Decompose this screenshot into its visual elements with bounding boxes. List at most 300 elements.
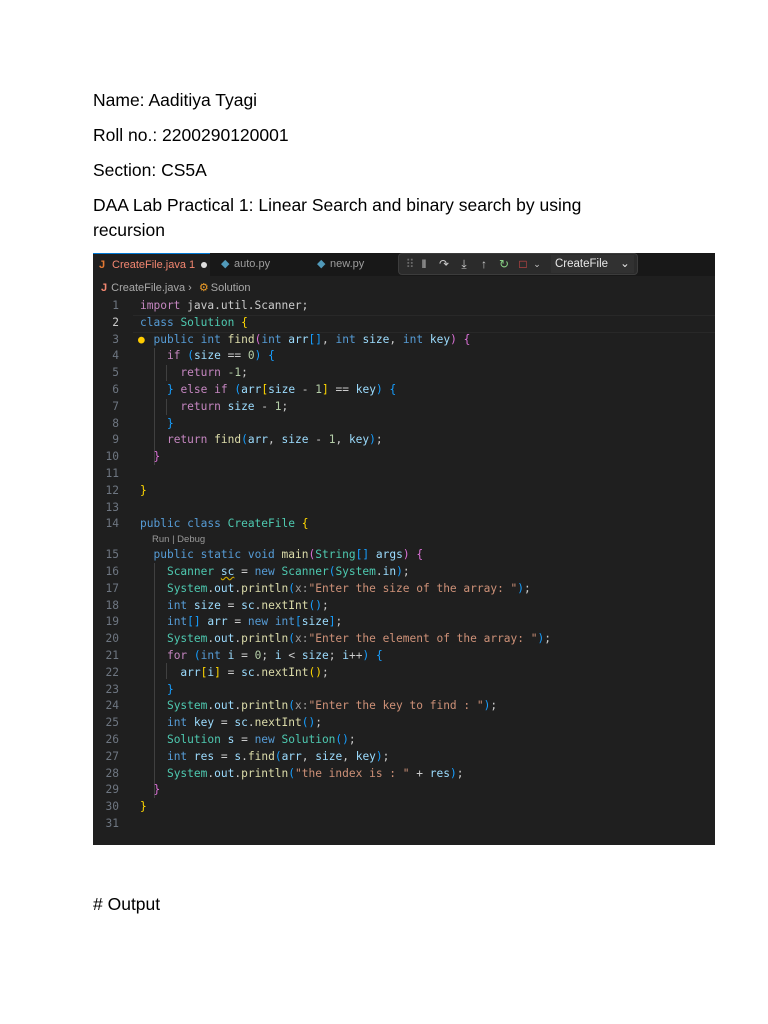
unsaved-dot-icon (201, 262, 207, 268)
token: ) (254, 349, 262, 363)
token: ( (254, 332, 262, 346)
line-number: 26 (105, 732, 119, 746)
token: sc (241, 598, 255, 612)
token: ( (274, 749, 282, 763)
token: "Enter the element of the array: " (308, 632, 538, 646)
python-file-icon: ◆ (317, 258, 326, 270)
stop-icon[interactable]: □ (519, 257, 527, 271)
code-editor-screenshot (93, 253, 715, 845)
token (221, 366, 228, 379)
token: { (301, 517, 309, 531)
line-number: 5 (112, 366, 119, 380)
token: sc (241, 665, 255, 679)
token: key (355, 382, 376, 396)
tab-label: new.py (330, 258, 365, 270)
token (187, 649, 194, 662)
line-number: 22 (105, 665, 119, 679)
token: -1 (227, 366, 242, 380)
line-number: 11 (105, 466, 119, 480)
token: ; (241, 366, 248, 380)
token: find (214, 433, 242, 447)
token (194, 333, 201, 346)
code-line (93, 749, 715, 766)
line-number: 25 (105, 716, 119, 730)
token: ) (483, 699, 491, 713)
token: ( (288, 766, 295, 780)
line-number: 21 (105, 648, 119, 662)
token (187, 716, 194, 729)
output-heading: # Output (93, 894, 161, 914)
class-symbol-icon: ⚙ (198, 282, 209, 294)
restart-icon[interactable]: ↻ (498, 257, 510, 271)
code-line (93, 500, 715, 517)
token: new (254, 564, 275, 578)
token (221, 400, 228, 413)
token: println (241, 581, 289, 595)
code-line (93, 665, 715, 682)
token: . (207, 699, 215, 713)
token: , (342, 749, 356, 763)
line-number: 3 (112, 332, 119, 346)
code-line (93, 416, 715, 433)
line-number: 12 (105, 483, 119, 497)
token: ; (322, 665, 329, 679)
token: i (207, 665, 215, 679)
code-line (93, 399, 715, 416)
token: find (227, 332, 255, 346)
chevron-down-icon[interactable]: ⌄ (533, 259, 541, 269)
token: . (234, 699, 242, 713)
token: } (153, 450, 161, 464)
token: i (342, 648, 349, 662)
token: return (166, 433, 208, 447)
line-number: 6 (112, 382, 119, 396)
line-number: 17 (105, 581, 119, 595)
token: ( (234, 382, 242, 396)
token: ; (321, 598, 329, 612)
token: public (140, 517, 181, 531)
token: i (227, 648, 235, 662)
token: ( (288, 632, 295, 646)
token: ; (524, 581, 531, 595)
token: ) (396, 564, 403, 578)
step-over-icon[interactable]: ↷ (438, 257, 450, 271)
token: sc (220, 564, 235, 578)
token: . (234, 766, 242, 780)
token: res (429, 766, 450, 780)
code-line (93, 348, 715, 365)
token: System (166, 632, 208, 646)
token: ( (193, 648, 201, 662)
token: sc (234, 716, 248, 730)
code-line (93, 715, 715, 732)
token: . (247, 716, 255, 730)
token: ++ (349, 648, 363, 662)
token: println (241, 766, 289, 780)
token: "Enter the key to find : " (308, 699, 484, 713)
token: ( (187, 349, 194, 363)
token: . (207, 632, 215, 646)
token: ; (335, 615, 343, 629)
token: - (308, 433, 329, 447)
token: class (187, 517, 221, 531)
token: { (463, 332, 471, 346)
token: arr (247, 433, 269, 447)
token: { (416, 548, 424, 562)
token: = (220, 598, 242, 612)
token: ; (261, 648, 275, 662)
token: ( (328, 564, 336, 578)
token: out (214, 632, 235, 646)
line-number: 2 (112, 315, 119, 329)
token: int (261, 332, 282, 346)
token: ( (241, 433, 248, 447)
token: 1 (328, 433, 336, 447)
breadcrumb (101, 281, 251, 294)
token: key (348, 433, 370, 447)
token: arr (241, 382, 262, 396)
code-area[interactable] (93, 298, 715, 833)
token: for (166, 648, 188, 662)
debug-config-label: CreateFile (555, 258, 609, 270)
token: Solution (166, 732, 221, 746)
token: size (301, 648, 329, 662)
token (194, 548, 201, 561)
code-line (93, 483, 715, 500)
code-line (93, 816, 715, 833)
code-line (93, 547, 715, 564)
debug-config-select[interactable] (551, 255, 634, 273)
token: key (355, 749, 376, 763)
line-number: 30 (105, 800, 119, 814)
run-debug-codelens[interactable]: Run | Debug (152, 534, 206, 546)
token: . (254, 665, 262, 679)
token: String (315, 548, 356, 562)
token: res (193, 749, 215, 763)
token: ) (342, 732, 349, 746)
token: , (268, 433, 282, 447)
token: 0 (247, 349, 255, 363)
token: Scanner (166, 564, 215, 578)
token: void (247, 548, 275, 562)
line-number: 18 (105, 598, 119, 612)
token: ) (369, 433, 376, 447)
token: ) (315, 665, 322, 679)
line-number: 13 (105, 500, 119, 514)
step-out-icon[interactable]: ↑ (481, 257, 487, 271)
line-number: 10 (105, 450, 119, 464)
token: nextInt (261, 598, 309, 612)
token: . (375, 564, 383, 578)
token: . (254, 598, 262, 612)
token: { (375, 648, 383, 662)
token: return (180, 399, 221, 413)
param-hint: x: (295, 632, 309, 646)
token: [ (200, 665, 208, 679)
tab-createfile-java[interactable] (93, 253, 210, 277)
codelens-row (93, 533, 715, 547)
token (295, 517, 302, 530)
token (369, 548, 376, 561)
param-hint: x: (295, 699, 309, 713)
token: ; (382, 749, 390, 763)
token: ( (288, 581, 295, 595)
token: java.util.Scanner; (180, 299, 309, 312)
token: ; (456, 766, 464, 780)
code-line (93, 516, 715, 533)
token: nextInt (261, 665, 309, 679)
token: [] (308, 332, 322, 346)
pause-icon[interactable]: ‖ (421, 257, 427, 271)
token: ) (315, 598, 322, 612)
token: , (301, 749, 316, 763)
token: ( (308, 548, 316, 562)
token: s (227, 732, 235, 746)
token: { (241, 315, 248, 329)
token: } (166, 682, 174, 696)
token: System (335, 564, 376, 578)
token: i (274, 648, 282, 662)
tab-auto-py[interactable] (215, 253, 270, 276)
token: ( (301, 716, 309, 730)
code-line (93, 782, 715, 799)
token: [] (355, 548, 370, 562)
token: == (328, 382, 356, 396)
step-into-icon[interactable]: ⤓ (461, 257, 467, 271)
token: [ (261, 382, 269, 396)
line-number: 14 (105, 517, 119, 531)
token (423, 333, 430, 346)
roll-number: Roll no.: 2200290120001 (93, 125, 289, 145)
param-hint: x: (295, 581, 309, 595)
token: = (234, 648, 255, 662)
token: + (409, 766, 430, 780)
token: size (315, 749, 343, 763)
token: "the index is : " (295, 766, 410, 780)
code-line (93, 449, 715, 466)
breadcrumb-symbol[interactable]: Solution (210, 282, 251, 294)
token: ; (402, 564, 410, 578)
token: ; (490, 699, 498, 713)
token: key (429, 332, 451, 346)
practical-title: DAA Lab Practical 1: Linear Search and binary search by using recursion (93, 195, 582, 240)
token: arr (207, 615, 228, 629)
token: . (234, 581, 242, 595)
token: < (281, 648, 302, 662)
tab-new-py[interactable] (311, 253, 364, 276)
token: main (281, 548, 309, 562)
code-line (93, 466, 715, 483)
tab-label: CreateFile.java 1 (112, 259, 196, 271)
token: == (220, 349, 248, 363)
token: "Enter the size of the array: " (308, 581, 518, 595)
token: int (200, 332, 221, 346)
token: int (200, 648, 221, 662)
token: int (274, 615, 296, 629)
token: . (207, 766, 215, 780)
token (221, 517, 228, 530)
line-number: 15 (105, 548, 119, 562)
code-line (93, 631, 715, 648)
code-line (93, 382, 715, 399)
token (221, 649, 228, 662)
token (275, 733, 282, 746)
token (221, 333, 228, 346)
token: in (382, 564, 397, 578)
line-number: 7 (112, 399, 119, 413)
token: static (200, 548, 242, 562)
code-line (93, 581, 715, 598)
token: size (193, 598, 221, 612)
token: out (214, 581, 235, 595)
line-number: 23 (105, 682, 119, 696)
token: s (234, 749, 242, 763)
token: println (241, 632, 289, 646)
token: ; (544, 632, 551, 646)
token: } (166, 416, 174, 430)
token (214, 565, 221, 578)
token: if (166, 349, 181, 363)
token (369, 649, 376, 662)
section: Section: CS5A (93, 160, 207, 180)
token: println (241, 699, 289, 713)
token: arr (180, 665, 201, 679)
code-line (93, 365, 715, 382)
token (275, 548, 282, 561)
lightbulb-icon[interactable]: ● (138, 332, 145, 346)
token: size (227, 399, 255, 413)
breadcrumb-file[interactable]: CreateFile.java (111, 282, 186, 294)
token: ) (537, 632, 545, 646)
token: ) (402, 548, 410, 562)
line-number: 9 (112, 433, 119, 447)
token: size (362, 332, 390, 346)
code-line (93, 648, 715, 665)
token: import (140, 299, 181, 312)
token (275, 565, 282, 578)
token: Scanner (281, 564, 329, 578)
token: return (180, 366, 221, 380)
token: Solution (281, 732, 336, 746)
line-number: 19 (105, 615, 119, 629)
code-line (93, 766, 715, 783)
java-file-icon: J (101, 282, 108, 294)
java-file-icon: J (99, 259, 106, 271)
token: arr (288, 332, 309, 346)
token (187, 750, 194, 763)
token: ) (517, 581, 525, 595)
token: ] (322, 382, 329, 396)
token: = (214, 749, 235, 763)
token: = (227, 615, 248, 629)
token: 1 (315, 382, 323, 396)
token: ) (375, 382, 383, 396)
token: = (214, 716, 235, 730)
line-number: 24 (105, 699, 119, 713)
token: size (193, 349, 221, 363)
code-line (93, 614, 715, 631)
token: Solution (180, 315, 235, 329)
token: . (241, 749, 248, 763)
line-number: 1 (112, 299, 119, 312)
token: size (281, 433, 309, 447)
code-line (93, 564, 715, 581)
student-name: Name: Aaditiya Tyagi (93, 90, 258, 110)
token: } (140, 800, 147, 814)
chevron-down-icon: ⌄ (620, 258, 630, 270)
token (187, 599, 194, 612)
token: int (166, 615, 188, 629)
token: , (335, 433, 349, 447)
token: int (166, 598, 188, 612)
python-file-icon: ◆ (221, 258, 230, 270)
token: . (207, 581, 215, 595)
token: } (140, 483, 147, 497)
token: find (247, 749, 275, 763)
token (241, 548, 248, 561)
token: int (166, 749, 188, 763)
token: out (214, 699, 235, 713)
token: key (193, 716, 215, 730)
token: . (234, 632, 242, 646)
token: public (153, 548, 194, 562)
token: ; (315, 716, 322, 730)
tab-label: auto.py (234, 258, 271, 270)
token: ( (308, 598, 316, 612)
token: - (295, 382, 316, 396)
code-line (93, 732, 715, 749)
token: int (335, 332, 356, 346)
token: ) (450, 332, 457, 346)
token: [] (187, 615, 201, 629)
token: class (140, 315, 174, 329)
line-number: 28 (105, 766, 119, 780)
line-number: 4 (112, 349, 119, 363)
code-line (93, 682, 715, 699)
token: out (214, 766, 235, 780)
line-number: 31 (105, 816, 119, 830)
token: 1 (274, 399, 282, 413)
token: nextInt (254, 716, 302, 730)
token: = (220, 665, 242, 679)
line-number: 16 (105, 564, 119, 578)
token: System (166, 766, 208, 780)
token: size (301, 615, 329, 629)
code-line (93, 332, 715, 349)
line-number: 20 (105, 632, 119, 646)
token: { (389, 382, 397, 396)
editor-tab-bar (93, 253, 715, 276)
code-line-current (93, 315, 715, 332)
token: else (180, 382, 208, 396)
debug-toolbar (398, 253, 638, 275)
token: new (254, 732, 275, 746)
token: = (234, 732, 255, 746)
line-number: 29 (105, 783, 119, 797)
token: , (389, 332, 403, 346)
token: if (214, 382, 228, 396)
token: ) (362, 648, 370, 662)
token: { (268, 349, 275, 363)
drag-grip-icon[interactable]: ⠿ (405, 257, 415, 271)
line-number: 27 (105, 749, 119, 763)
token: ( (288, 699, 295, 713)
token: ; (328, 648, 343, 662)
token: } (153, 783, 161, 797)
token: ( (335, 732, 343, 746)
token: new (247, 615, 269, 629)
token: [ (295, 615, 302, 629)
